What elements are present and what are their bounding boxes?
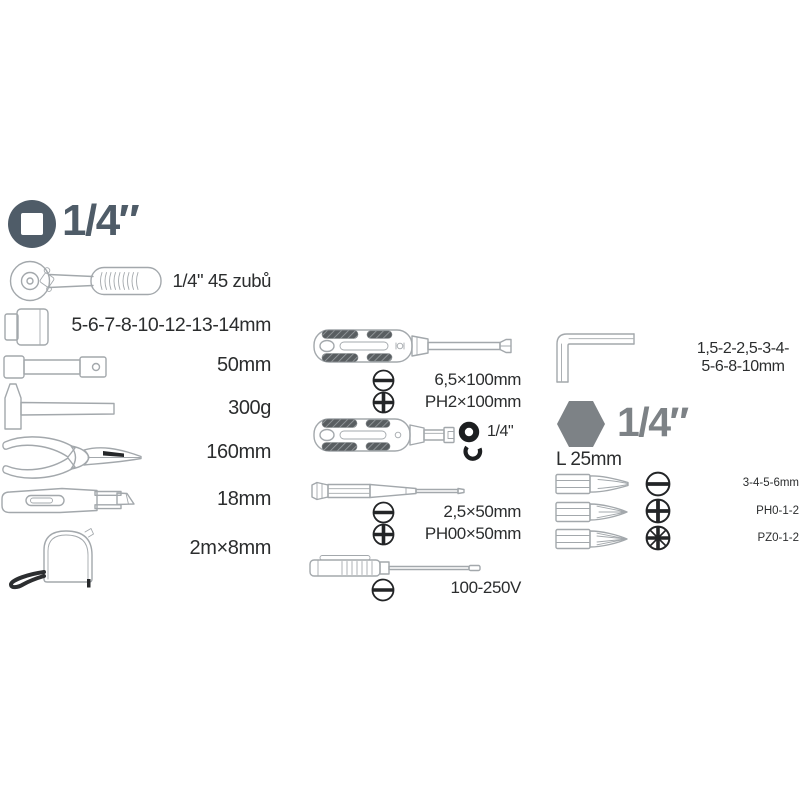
pozidriv-bit-drawing <box>554 527 632 551</box>
slotted-symbol-icon <box>371 578 395 602</box>
tape-measure-label: 2m×8mm <box>189 537 271 559</box>
phillips-bit-drawing <box>554 500 632 524</box>
spring-clip-icon <box>463 443 483 461</box>
slotted-bit-drawing <box>554 472 632 496</box>
pliers-label: 160mm <box>206 441 271 463</box>
socket-drawing <box>4 307 50 347</box>
pozidriv-bit-label: PZ0-1-2 <box>757 531 799 544</box>
hex-badge-label: 1/4″ <box>617 399 688 445</box>
hammer-label: 300g <box>228 397 271 419</box>
hexagon-icon <box>556 400 606 448</box>
extension-bar-drawing <box>3 352 115 382</box>
voltage-tester-drawing <box>308 552 486 580</box>
phillips-symbol-icon <box>372 523 395 546</box>
screwdriver-slotted-label: 6,5×100mm <box>434 370 521 389</box>
bit-length-label: L 25mm <box>556 449 622 470</box>
screwdriver-drawing <box>312 324 512 368</box>
slotted-symbol-icon <box>372 501 395 524</box>
voltage-tester-label: 100-250V <box>450 578 521 597</box>
slotted-symbol-icon <box>372 369 395 392</box>
phillips-bit-label: PH0-1-2 <box>756 505 799 517</box>
hex-key-drawing <box>552 330 638 384</box>
utility-knife-drawing <box>0 483 140 521</box>
tape-measure-drawing <box>3 522 99 588</box>
utility-knife-label: 18mm <box>217 488 271 510</box>
hammer-drawing <box>1 383 119 433</box>
pozidriv-symbol-icon <box>645 525 671 551</box>
square-drive-icon <box>8 200 56 248</box>
bit-driver-size-label: 1/4" <box>487 423 514 440</box>
hex-keys-label-line1: 1,5-2-2,5-3-4- <box>696 340 790 357</box>
slotted-symbol-icon <box>645 471 671 497</box>
socket-set-label: 5-6-7-8-10-12-13-14mm <box>71 314 271 336</box>
extension-bar-label: 50mm <box>217 354 271 376</box>
phillips-symbol-icon <box>645 498 671 524</box>
precision-phillips-label: PH00×50mm <box>424 523 521 543</box>
hex-keys-label-line2: 5-6-8-10mm <box>701 358 785 375</box>
screwdriver-phillips-label: PH2×100mm <box>424 391 521 411</box>
slotted-bit-label: 3-4-5-6mm <box>742 477 799 489</box>
bit-driver-drawing <box>312 412 457 458</box>
o-ring-icon <box>458 421 480 443</box>
phillips-symbol-icon <box>372 391 395 414</box>
drive-size-label: 1/4″ <box>62 196 139 245</box>
precision-slotted-label: 2,5×50mm <box>443 502 521 521</box>
ratchet-label: 1/4" 45 zubů <box>172 270 271 291</box>
